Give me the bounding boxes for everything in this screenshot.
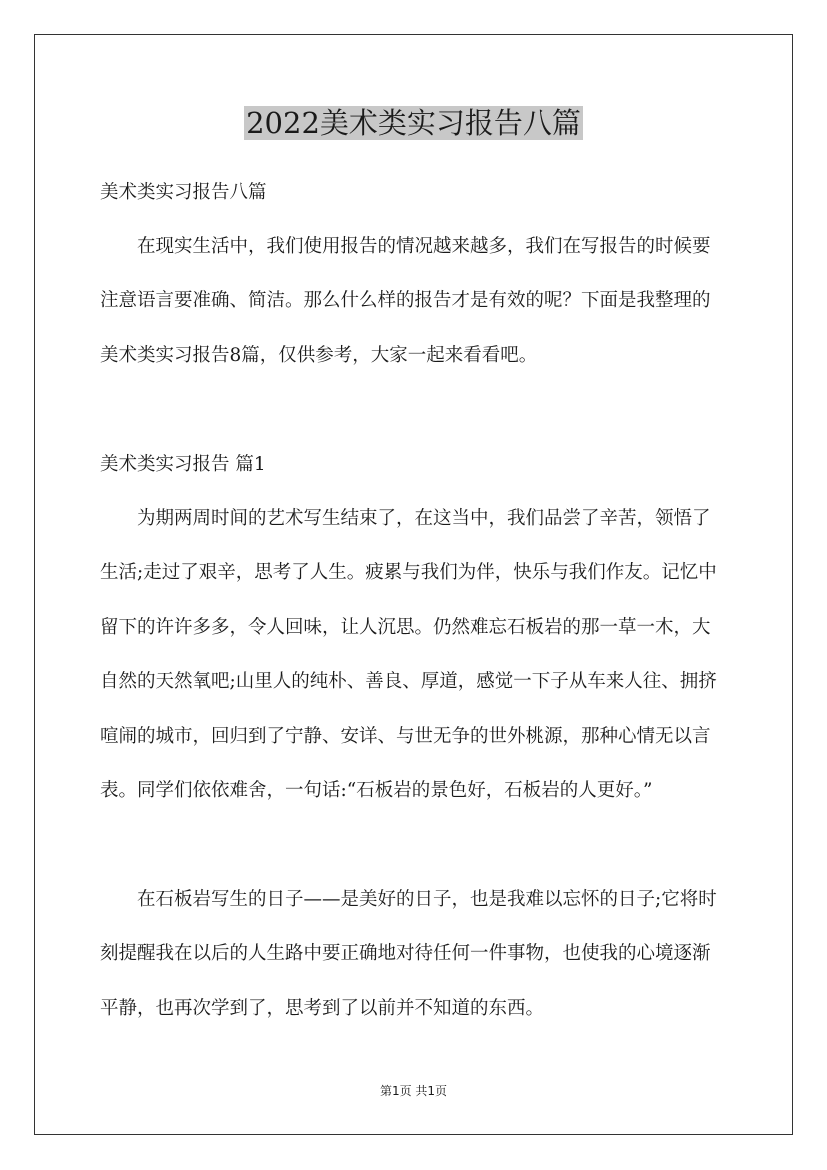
body-paragraph-1: 为期两周时间的艺术写生结束了，在这当中，我们品尝了辛苦，领悟了生活;走过了艰辛，思考了人生。疲累与我们为伴，快乐与我们作友。记忆中留下的许许多多，令人回味，让人沉思。仍然难忘石板岩的那一草一木，大自然的天然氧吧;山里人的纯朴、善良、厚道，感觉一下子从车来人往、拥挤喧闹的城市，回归到了宁静、安详、与世无争的世外桃源，那种心情无以言表。同学们依依难舍，一句话:“石板岩的景色好，石板岩的人更好。” bbox=[100, 508, 717, 802]
document-title: 2022美术类实习报告八篇 bbox=[246, 106, 581, 140]
document-subtitle: 美术类实习报告八篇 bbox=[100, 182, 267, 203]
page-number-footer: 第1页 共1页 bbox=[379, 1084, 448, 1098]
section-heading: 美术类实习报告 篇1 bbox=[100, 454, 266, 475]
intro-paragraph: 在现实生活中，我们使用报告的情况越来越多，我们在写报告的时候要注意语言要准确、简洁。那么什么样的报告才是有效的呢？下面是我整理的美术类实习报告8篇，仅供参考，大家一起来看看吧。 bbox=[100, 236, 711, 366]
body-paragraph-2: 在石板岩写生的日子——是美好的日子，也是我难以忘怀的日子;它将时刻提醒我在以后的人生路中要正确地对待任何一件事物，也使我的心境逐渐平静，也再次学到了，思考到了以前并不知道的东西。 bbox=[100, 889, 717, 1019]
